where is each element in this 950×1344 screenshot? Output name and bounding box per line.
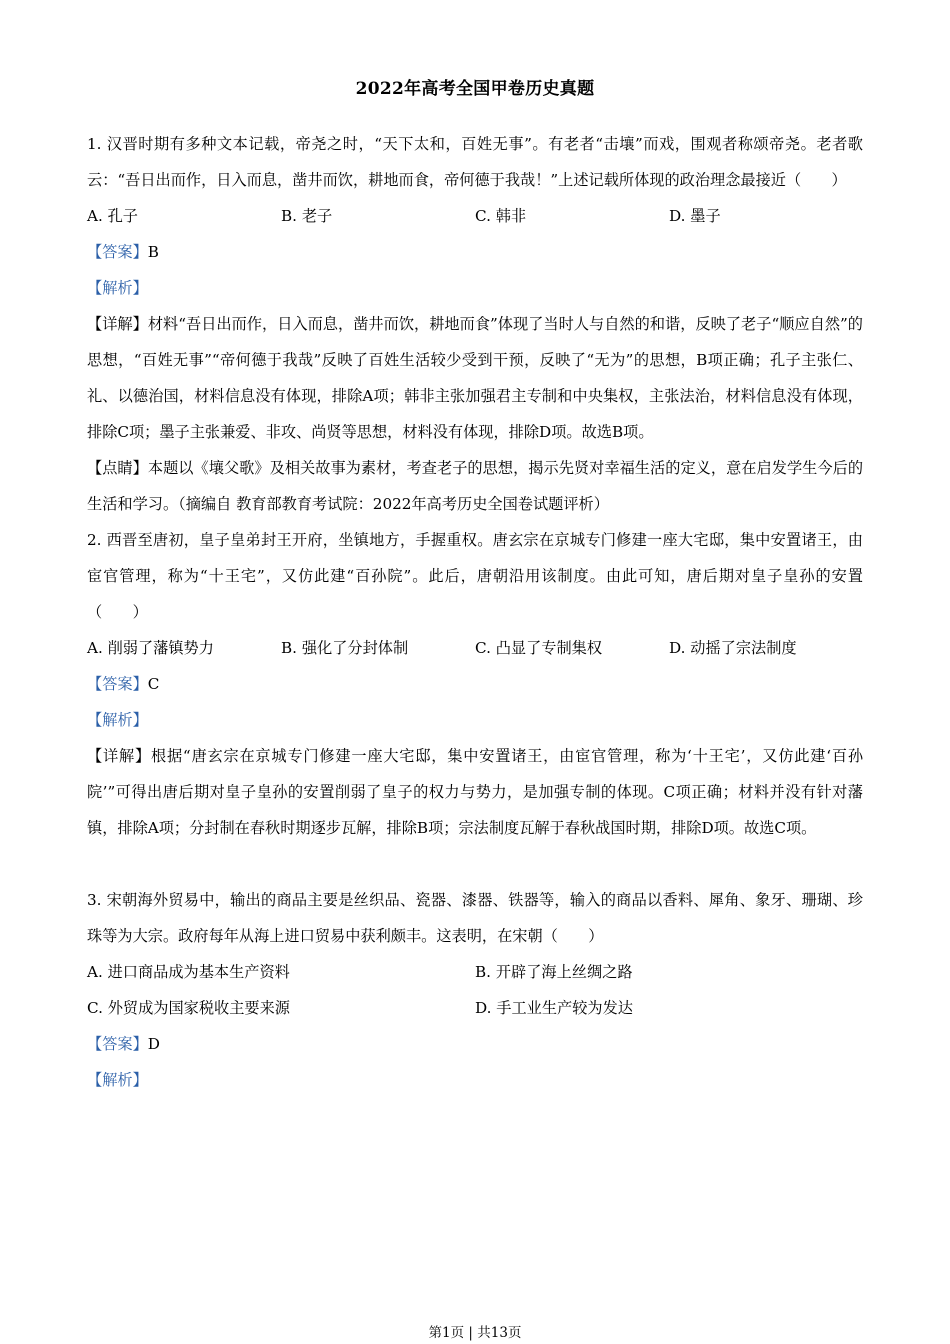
q1-option-d: D. 墨子 <box>669 207 721 225</box>
q3-answer <box>87 1026 863 1062</box>
q2-detail-text: 根据“唐玄宗在京城专门修建一座大宅邸，集中安置诸王，由宦官管理，称为‘十王宅’，又仿此建‘百孙院’”可得出唐后期对皇子皇孙的安置削弱了皇子的权力与势力，是加强专制的体现。C项正确；材料并没有针对藩镇，排除A项；分封制在春秋时期逐步瓦解，排除B项；宗法制度瓦解于春秋战国时期，排除D项。故选C项。 <box>87 747 864 837</box>
detail-tag: 【详解】 <box>87 747 151 765</box>
q1-option-a: A. 孔子 <box>87 207 138 225</box>
q3-options-row2 <box>87 990 863 1026</box>
q2-analysis <box>87 702 863 738</box>
q3-option-d: D. 手工业生产较为发达 <box>475 999 633 1017</box>
q1-options <box>87 198 863 234</box>
q1-option-c: C. 韩非 <box>475 207 527 225</box>
spacer <box>87 846 863 882</box>
q2-stem: 2. 西晋至唐初，皇子皇弟封王开府，坐镇地方，手握重权。唐玄宗在京城专门修建一座大宅邸，集中安置诸王，由宦官管理，称为“十王宅”，又仿此建“百孙院”。此后，唐朝沿用该制度。由此可知，唐后期对皇子皇孙的安置（ ） <box>87 531 863 621</box>
q3-answer-value: D <box>147 1035 160 1053</box>
q2-detail <box>87 738 863 846</box>
q3-option-b: B. 开辟了海上丝绸之路 <box>475 963 633 981</box>
q3-options-row1 <box>87 954 863 990</box>
detail-tag: 【详解】 <box>87 315 148 333</box>
answer-tag: 【答案】 <box>87 675 148 693</box>
q3-option-c: C. 外贸成为国家税收主要来源 <box>87 999 290 1017</box>
q1-stem: 1. 汉晋时期有多种文本记载，帝尧之时，“天下太和，百姓无事”。有老者“击壤”而戏，围观者称颂帝尧。老者歌云：“吾日出而作，日入而息，凿井而饮，耕地而食，帝何德于我哉！”上述记载所体现的政治理念最接近（ ） <box>87 135 863 189</box>
answer-tag: 【答案】 <box>87 1035 148 1053</box>
q1-option-b: B. 老子 <box>281 207 333 225</box>
q1-detail-text: 材料“吾日出而作，日入而息，凿井而饮，耕地而食”体现了当时人与自然的和谐，反映了老子“顺应自然”的思想，“百姓无事”“帝何德于我哉”反映了百姓生活较少受到干预，反映了“无为”的思想，B项正确；孔子主张仁、礼、以德治国，材料信息没有体现，排除A项；韩非主张加强君主专制和中央集权，主张法治，材料信息没有体现，排除C项；墨子主张兼爱、非攻、尚贤等思想，材料没有体现，排除D项。故选B项。 <box>87 315 863 441</box>
analysis-tag: 【解析】 <box>87 711 148 729</box>
q1-comment <box>87 450 863 522</box>
document-body <box>87 126 863 1098</box>
q2-option-d: D. 动摇了宗法制度 <box>669 639 797 657</box>
analysis-tag: 【解析】 <box>87 1071 148 1089</box>
q1-detail <box>87 306 863 450</box>
q2-answer <box>87 666 863 702</box>
q1-answer-value: B <box>147 243 159 261</box>
q2-option-b: B. 强化了分封体制 <box>281 639 409 657</box>
q1-comment-text: 本题以《壤父歌》及相关故事为素材，考查老子的思想，揭示先贤对幸福生活的定义，意在启发学生今后的生活和学习。（摘编自 教育部教育考试院：2022年高考历史全国卷试题评析） <box>87 459 864 513</box>
answer-tag: 【答案】 <box>87 243 148 261</box>
q3-option-a: A. 进口商品成为基本生产资料 <box>87 963 290 981</box>
q2-option-c: C. 凸显了专制集权 <box>475 639 603 657</box>
q2-answer-value: C <box>147 675 160 693</box>
page-title: 2022年高考全国甲卷历史真题 <box>355 79 595 99</box>
q3-analysis <box>87 1062 863 1098</box>
comment-tag: 【点睛】 <box>87 459 148 477</box>
analysis-tag: 【解析】 <box>87 279 148 297</box>
q3-stem: 3. 宋朝海外贸易中，输出的商品主要是丝织品、瓷器、漆器、铁器等，输入的商品以香料、犀角、象牙、珊瑚、珍珠等为大宗。政府每年从海上进口贸易中获利颇丰。这表明，在宋朝（ ） <box>87 891 863 945</box>
q2-options <box>87 630 863 666</box>
q2-option-a: A. 削弱了藩镇势力 <box>87 639 214 657</box>
q1-analysis <box>87 270 863 306</box>
page-footer: 第1页 | 共13页 <box>428 1325 522 1341</box>
q1-answer <box>87 234 863 270</box>
